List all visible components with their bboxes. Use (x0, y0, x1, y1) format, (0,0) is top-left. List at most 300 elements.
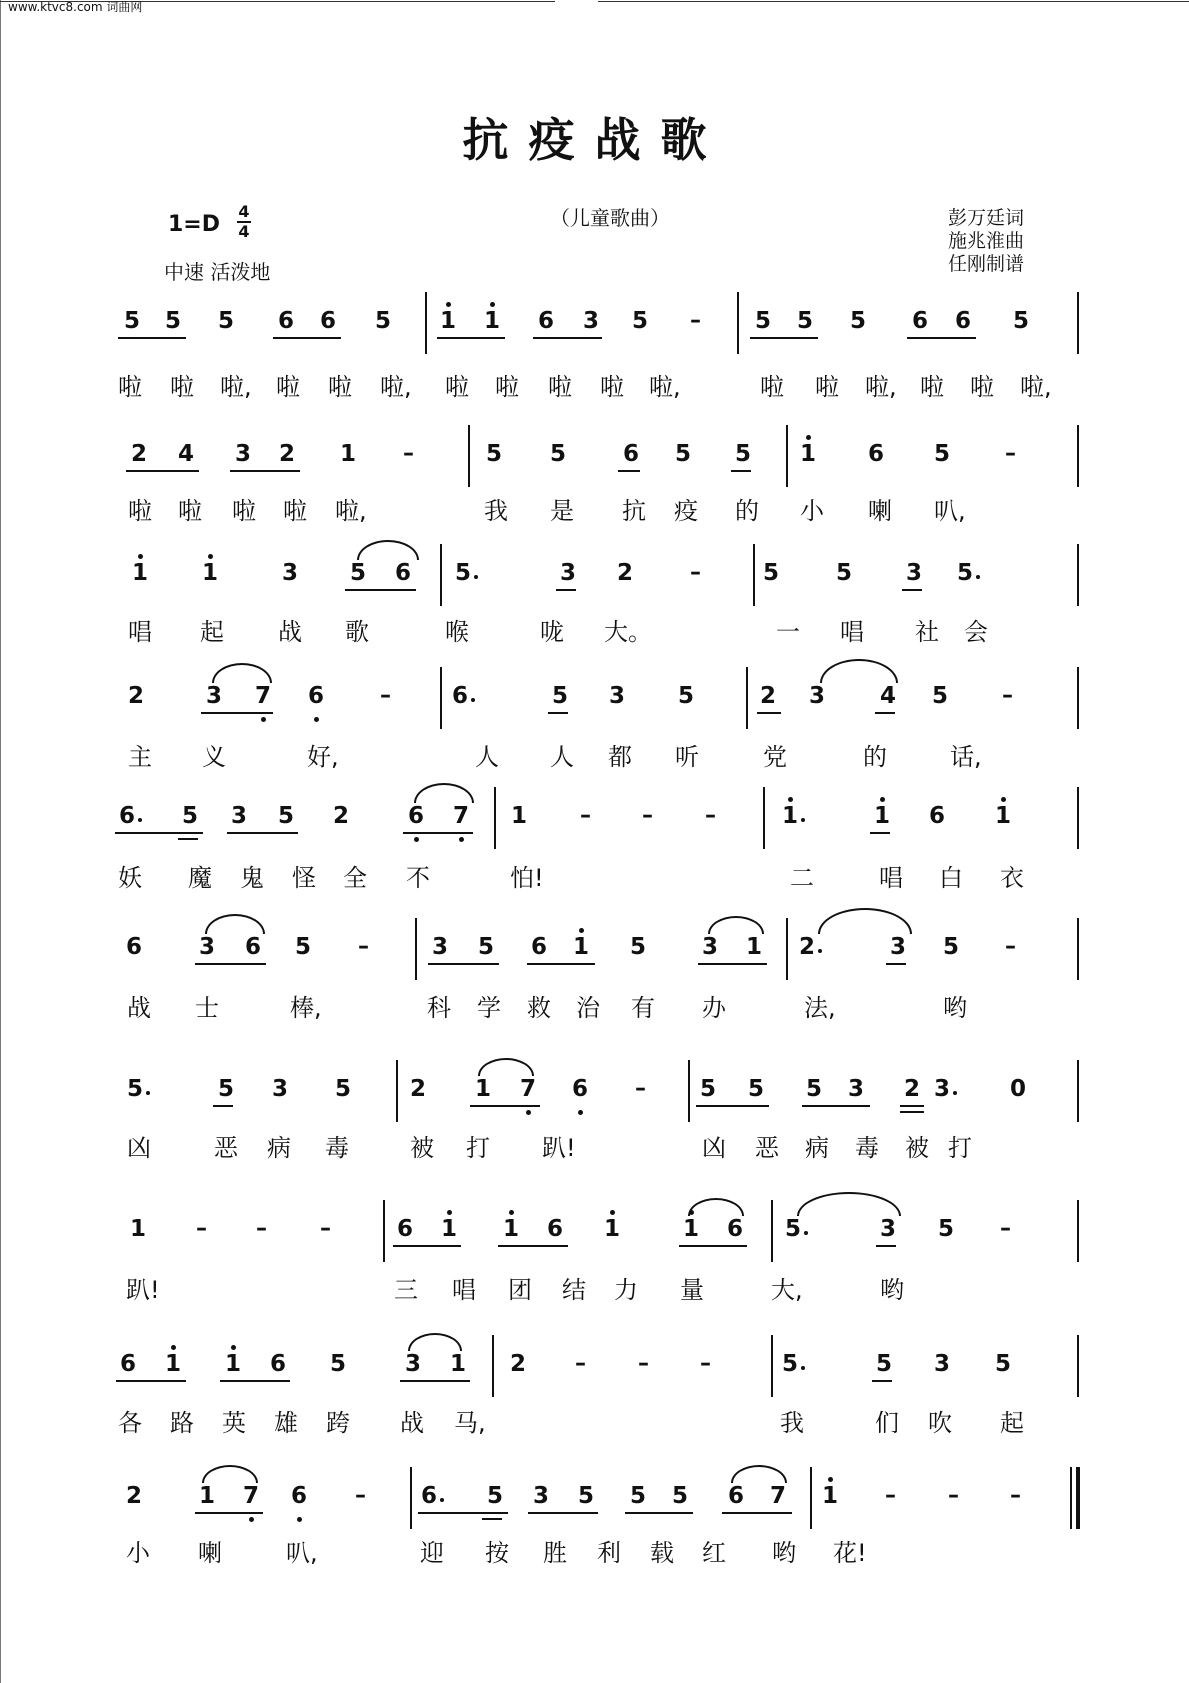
line10-note-12: 6 (728, 1483, 745, 1509)
line8-note-6-high-dot (447, 1210, 452, 1215)
line1-lyric-16: 啦 (970, 373, 994, 401)
line7-note-12: 5 (806, 1076, 823, 1102)
song-subtitle: （儿童歌曲） (550, 206, 670, 230)
line2-note-2: 4 (178, 441, 195, 467)
line6-note-9: 1 (573, 934, 590, 960)
line1-lyric-2: 啦 (170, 373, 194, 401)
line5-note-14: 6 (929, 803, 946, 829)
line3-lyric-1: 唱 (128, 618, 152, 646)
line5-lyric-3: 鬼 (240, 864, 264, 892)
underline-30 (696, 1105, 769, 1107)
line9-note-2-high-dot (171, 1345, 176, 1350)
line9-note-8: 2 (510, 1351, 527, 1377)
line6-note-3: 6 (245, 934, 262, 960)
underline-23 (195, 963, 266, 965)
line4-lyric-7: 听 (675, 743, 699, 771)
line8-note-6: 1 (441, 1216, 458, 1242)
line3-note-6-aug-dot (474, 575, 478, 579)
line2-lyric-4: 啦 (283, 497, 307, 525)
line9-lyric-9: 们 (875, 1409, 899, 1437)
underline-16 (757, 712, 781, 714)
tie-slur-12 (202, 1465, 258, 1483)
barline-7 (440, 544, 442, 606)
line4-note-3-low-dot (261, 717, 266, 722)
line10-note-14: 1 (822, 1483, 839, 1509)
song-title: 抗疫战歌 (462, 113, 727, 167)
line7-note-5: 2 (410, 1076, 427, 1102)
underline-14 (201, 712, 273, 714)
line2-note-1: 2 (131, 441, 148, 467)
time-signature-top: 4 (238, 202, 250, 221)
line3-lyric-2: 起 (200, 618, 224, 646)
barline-17 (786, 918, 788, 980)
line9-note-1: 6 (120, 1351, 137, 1377)
line4-lyric-5: 人 (550, 743, 574, 771)
line4-note-2: 3 (206, 683, 223, 709)
line5-note-9-dash: – (580, 803, 591, 828)
line7-note-15: 3 (934, 1076, 951, 1102)
line2-lyric-1: 啦 (128, 497, 152, 525)
line10-note-3-low-dot (249, 1517, 254, 1522)
line7-lyric-10: 病 (805, 1134, 829, 1162)
line6-note-16-dash: – (1005, 934, 1016, 959)
underline-9 (618, 470, 640, 472)
underline-43 (482, 1512, 502, 1514)
line7-lyric-8: 凶 (702, 1134, 726, 1162)
line1-note-16: 6 (912, 308, 929, 334)
underline-37 (116, 1380, 186, 1382)
line10-note-3: 7 (243, 1483, 260, 1509)
line8-note-7: 1 (503, 1216, 520, 1242)
underline-35 (679, 1245, 747, 1247)
underline-43-second (482, 1518, 502, 1520)
line10-lyric-4: 迎 (420, 1539, 444, 1567)
underline-46 (722, 1512, 792, 1514)
line10-note-13: 7 (770, 1483, 787, 1509)
line10-note-10: 5 (630, 1483, 647, 1509)
barline-3 (1077, 292, 1079, 354)
line10-lyric-5: 按 (485, 1539, 509, 1567)
page-top-border-right (598, 1, 1189, 2)
line5-lyric-7: 怕! (510, 864, 544, 892)
line6-note-10: 5 (630, 934, 647, 960)
line6-lyric-11: 哟 (943, 994, 967, 1022)
line4-note-8: 3 (609, 683, 626, 709)
line5-note-7: 7 (453, 803, 470, 829)
line6-note-13-aug-dot (818, 949, 822, 953)
underline-39 (400, 1380, 470, 1382)
line9-note-4: 6 (270, 1351, 287, 1377)
line9-note-14: 3 (934, 1351, 951, 1377)
line8-note-3-dash: – (256, 1216, 267, 1241)
line4-note-3: 7 (255, 683, 272, 709)
line8-note-10: 1 (683, 1216, 700, 1242)
line3-lyric-6: 咙 (540, 618, 564, 646)
underline-45 (625, 1512, 693, 1514)
line5-note-7-low-dot (459, 837, 464, 842)
line1-note-8-high-dot (490, 302, 495, 307)
line7-lyric-1: 凶 (127, 1134, 151, 1162)
underline-2 (273, 337, 341, 339)
line8-lyric-2: 三 (394, 1276, 418, 1304)
line4-note-1: 2 (128, 683, 145, 709)
line3-lyric-9: 唱 (840, 618, 864, 646)
underline-25 (527, 963, 595, 965)
line4-note-9: 5 (678, 683, 695, 709)
line5-lyric-10: 白 (939, 864, 963, 892)
line2-note-7: 5 (486, 441, 503, 467)
tie-slur-8 (478, 1058, 534, 1076)
line10-lyric-10: 哟 (772, 1539, 796, 1567)
line7-note-10: 5 (700, 1076, 717, 1102)
line1-note-2: 5 (165, 308, 182, 334)
underline-21 (403, 832, 473, 834)
line10-note-16-dash: – (948, 1483, 959, 1508)
line8-note-4-dash: – (320, 1216, 331, 1241)
lyricist-credit: 彭万廷词 (948, 207, 1025, 229)
line1-note-5: 6 (320, 308, 337, 334)
line3-note-13-aug-dot (976, 575, 980, 579)
line8-note-9-high-dot (610, 1210, 615, 1215)
underline-13 (902, 589, 922, 591)
line2-lyric-3: 啦 (232, 497, 256, 525)
line8-note-15-dash: – (1000, 1216, 1011, 1241)
line7-note-7: 7 (520, 1076, 537, 1102)
line5-note-5: 2 (333, 803, 350, 829)
line6-note-15: 5 (943, 934, 960, 960)
line6-lyric-3: 棒, (290, 994, 322, 1022)
line4-lyric-9: 的 (863, 743, 887, 771)
line3-note-13: 5 (957, 560, 974, 586)
barline-5 (786, 425, 788, 487)
underline-4 (533, 337, 602, 339)
line2-note-13: 6 (868, 441, 885, 467)
line2-lyric-9: 疫 (674, 497, 698, 525)
line1-lyric-9: 啦 (548, 373, 572, 401)
line6-note-7: 5 (478, 934, 495, 960)
line2-lyric-13: 叭, (934, 497, 966, 525)
line5-note-13-high-dot (880, 797, 885, 802)
line9-lyric-7: 马, (454, 1409, 486, 1437)
line9-note-6: 3 (405, 1351, 422, 1377)
barline-20 (688, 1060, 690, 1122)
line8-note-12: 5 (785, 1216, 802, 1242)
line6-lyric-9: 办 (702, 994, 726, 1022)
barline-27 (1077, 1335, 1079, 1397)
line7-note-2: 5 (218, 1076, 235, 1102)
line10-note-14-high-dot (828, 1477, 833, 1482)
line9-note-3: 1 (225, 1351, 242, 1377)
line9-note-12-aug-dot (801, 1366, 805, 1370)
line6-note-14: 3 (890, 934, 907, 960)
line7-note-3: 3 (272, 1076, 289, 1102)
barline-18 (1077, 918, 1079, 980)
line3-note-2-high-dot (208, 554, 213, 559)
source-watermark: www.ktvc8.com 词曲网 (8, 0, 143, 14)
line3-note-8: 2 (617, 560, 634, 586)
line5-lyric-5: 全 (343, 864, 367, 892)
line3-note-12: 3 (906, 560, 923, 586)
line5-note-12-high-dot (788, 797, 793, 802)
line1-lyric-4: 啦 (276, 373, 300, 401)
barline-30 (1070, 1467, 1072, 1529)
line3-note-2: 1 (202, 560, 219, 586)
line6-lyric-1: 战 (127, 994, 151, 1022)
underline-31 (802, 1105, 870, 1107)
line6-lyric-7: 治 (576, 994, 600, 1022)
line1-note-8: 1 (484, 308, 501, 334)
barline-19 (396, 1060, 398, 1122)
underline-27 (886, 963, 906, 965)
line3-note-1-high-dot (138, 554, 143, 559)
line9-note-13: 5 (876, 1351, 893, 1377)
line5-lyric-9: 唱 (879, 864, 903, 892)
line8-lyric-3: 唱 (452, 1276, 476, 1304)
line2-note-12: 1 (800, 441, 817, 467)
line4-lyric-8: 党 (763, 743, 787, 771)
time-signature-bottom: 4 (238, 222, 250, 241)
line9-note-12: 5 (782, 1351, 799, 1377)
barline-10 (440, 667, 442, 729)
line1-note-6: 5 (375, 308, 392, 334)
underline-40 (872, 1380, 892, 1382)
line9-lyric-8: 我 (780, 1409, 804, 1437)
line7-note-6: 1 (475, 1076, 492, 1102)
line1-lyric-12: 啦 (760, 373, 784, 401)
line10-lyric-11: 花! (833, 1539, 867, 1567)
line1-lyric-15: 啦 (920, 373, 944, 401)
line6-note-8: 6 (531, 934, 548, 960)
line4-lyric-4: 人 (475, 743, 499, 771)
line2-note-9: 6 (623, 441, 640, 467)
line1-lyric-3: 啦, (220, 373, 252, 401)
line5-note-3: 3 (231, 803, 248, 829)
line9-lyric-4: 雄 (274, 1409, 298, 1437)
tie-slur-10 (797, 1192, 901, 1216)
underline-33 (393, 1245, 461, 1247)
line7-note-16: 0 (1010, 1076, 1027, 1102)
line7-lyric-4: 毒 (325, 1134, 349, 1162)
underline-17 (875, 712, 895, 714)
line8-note-12-aug-dot (804, 1231, 808, 1235)
line1-lyric-11: 啦, (649, 373, 681, 401)
underline-1 (118, 337, 186, 339)
line5-lyric-6: 不 (406, 864, 430, 892)
line7-lyric-11: 毒 (855, 1134, 879, 1162)
line1-lyric-8: 啦 (495, 373, 519, 401)
tie-slur-9 (688, 1198, 744, 1216)
line4-lyric-1: 主 (128, 743, 152, 771)
line9-lyric-6: 战 (400, 1409, 424, 1437)
underline-7 (126, 470, 199, 472)
line10-note-9: 5 (578, 1483, 595, 1509)
line4-note-6: 6 (452, 683, 469, 709)
line2-note-14: 5 (934, 441, 951, 467)
line9-lyric-10: 吹 (928, 1409, 952, 1437)
line1-note-14: 5 (797, 308, 814, 334)
line6-lyric-8: 有 (631, 994, 655, 1022)
line9-lyric-2: 路 (170, 1409, 194, 1437)
line4-note-7: 5 (552, 683, 569, 709)
line10-lyric-7: 利 (597, 1539, 621, 1567)
line4-note-4: 6 (308, 683, 325, 709)
line2-note-15-dash: – (1005, 441, 1016, 466)
line10-lyric-6: 胜 (543, 1539, 567, 1567)
tie-slur-3 (820, 659, 898, 683)
barline-2 (737, 292, 739, 354)
line4-note-6-aug-dot (471, 698, 475, 702)
line9-note-11-dash: – (700, 1351, 711, 1376)
barline-4 (468, 425, 470, 487)
tie-slur-11 (408, 1333, 462, 1351)
line10-lyric-9: 红 (702, 1539, 726, 1567)
line1-lyric-14: 啦, (865, 373, 897, 401)
line5-note-15: 1 (995, 803, 1012, 829)
line3-lyric-7: 大。 (604, 618, 652, 646)
line6-lyric-4: 科 (427, 994, 451, 1022)
line7-note-13: 3 (848, 1076, 865, 1102)
line1-note-9: 6 (538, 308, 555, 334)
barline-16 (415, 918, 417, 980)
line10-note-6-aug-dot (440, 1498, 444, 1502)
line2-note-10: 5 (675, 441, 692, 467)
line3-lyric-4: 歌 (345, 618, 369, 646)
line9-note-2: 1 (165, 1351, 182, 1377)
tie-slur-5 (205, 914, 265, 934)
line8-note-8: 6 (547, 1216, 564, 1242)
line5-note-6-low-dot (414, 837, 419, 842)
line1-lyric-1: 啦 (118, 373, 142, 401)
line5-note-2: 5 (182, 803, 199, 829)
page-left-border (0, 0, 1, 1683)
line1-lyric-5: 啦 (328, 373, 352, 401)
line2-lyric-6: 我 (484, 497, 508, 525)
line10-note-5-dash: – (355, 1483, 366, 1508)
barline-9 (1077, 544, 1079, 606)
line6-note-9-high-dot (579, 928, 584, 933)
line5-note-6: 6 (408, 803, 425, 829)
line10-note-4-low-dot (297, 1517, 302, 1522)
underline-24 (428, 963, 499, 965)
line10-note-6: 6 (421, 1483, 438, 1509)
barline-1 (425, 292, 427, 354)
line5-note-1: 6 (119, 803, 136, 829)
underline-11 (345, 589, 416, 591)
line4-note-10: 2 (760, 683, 777, 709)
line3-note-3: 3 (282, 560, 299, 586)
line2-note-3: 3 (235, 441, 252, 467)
underline-6 (907, 337, 976, 339)
line8-lyric-5: 结 (562, 1276, 586, 1304)
barline-13 (494, 787, 496, 849)
line7-note-8: 6 (572, 1076, 589, 1102)
line4-note-14-dash: – (1002, 683, 1013, 708)
tie-slur-7 (818, 908, 912, 934)
barline-14 (763, 787, 765, 849)
line9-lyric-3: 英 (222, 1409, 246, 1437)
line1-lyric-17: 啦, (1020, 373, 1052, 401)
line10-lyric-2: 喇 (198, 1539, 222, 1567)
line1-note-1: 5 (124, 308, 141, 334)
line9-note-7: 1 (450, 1351, 467, 1377)
time-signature (236, 203, 252, 241)
line10-note-2: 1 (199, 1483, 216, 1509)
line10-note-4: 6 (291, 1483, 308, 1509)
line8-note-1: 1 (130, 1216, 147, 1242)
underline-20 (227, 832, 298, 834)
line9-note-5: 5 (330, 1351, 347, 1377)
line1-lyric-7: 啦 (445, 373, 469, 401)
line6-lyric-10: 法, (804, 994, 836, 1022)
barline-11 (746, 667, 748, 729)
line5-note-12: 1 (782, 803, 799, 829)
barline-25 (492, 1335, 494, 1397)
line1-note-3: 5 (218, 308, 235, 334)
underline-29 (470, 1105, 540, 1107)
line4-note-5-dash: – (380, 683, 391, 708)
line1-lyric-6: 啦, (380, 373, 412, 401)
line8-note-11: 6 (727, 1216, 744, 1242)
tie-slur-1 (357, 540, 419, 560)
line7-lyric-5: 被 (410, 1134, 434, 1162)
underline-28 (213, 1105, 233, 1107)
line6-lyric-2: 士 (195, 994, 219, 1022)
line9-note-10-dash: – (638, 1351, 649, 1376)
line6-note-1: 6 (126, 934, 143, 960)
line9-note-3-high-dot (231, 1345, 236, 1350)
line6-lyric-5: 学 (477, 994, 501, 1022)
line10-lyric-1: 小 (126, 1539, 150, 1567)
line9-note-9-dash: – (575, 1351, 586, 1376)
line2-lyric-7: 是 (550, 497, 574, 525)
line8-note-14: 5 (938, 1216, 955, 1242)
line7-note-7-low-dot (526, 1110, 531, 1115)
line5-note-13: 1 (874, 803, 891, 829)
line4-note-4-low-dot (314, 717, 319, 722)
underline-22 (870, 832, 890, 834)
line9-lyric-11: 起 (1000, 1409, 1024, 1437)
barline-24 (1077, 1200, 1079, 1262)
line10-note-15-dash: – (885, 1483, 896, 1508)
tie-slur-13 (731, 1465, 787, 1483)
line8-note-7-high-dot (509, 1210, 514, 1215)
line7-lyric-7: 趴! (542, 1134, 576, 1162)
line6-note-11: 3 (702, 934, 719, 960)
line3-note-9-dash: – (690, 560, 701, 585)
barline-21 (1077, 1060, 1079, 1122)
line1-note-7-high-dot (446, 302, 451, 307)
underline-41 (195, 1512, 263, 1514)
line3-note-4: 5 (350, 560, 367, 586)
line10-lyric-3: 叭, (286, 1539, 318, 1567)
line8-note-5: 6 (397, 1216, 414, 1242)
line1-lyric-10: 啦 (600, 373, 624, 401)
line7-lyric-3: 病 (267, 1134, 291, 1162)
line2-lyric-8: 抗 (622, 497, 646, 525)
line2-lyric-11: 小 (800, 497, 824, 525)
line3-lyric-3: 战 (278, 618, 302, 646)
underline-19 (178, 832, 198, 834)
line8-lyric-4: 团 (508, 1276, 532, 1304)
barline-12 (1077, 667, 1079, 729)
line7-note-4: 5 (335, 1076, 352, 1102)
barline-30-final (1076, 1467, 1080, 1529)
line2-lyric-12: 喇 (868, 497, 892, 525)
line4-lyric-10: 话, (950, 743, 982, 771)
underline-34 (498, 1245, 568, 1247)
line8-lyric-9: 哟 (880, 1276, 904, 1304)
underline-8 (230, 470, 300, 472)
